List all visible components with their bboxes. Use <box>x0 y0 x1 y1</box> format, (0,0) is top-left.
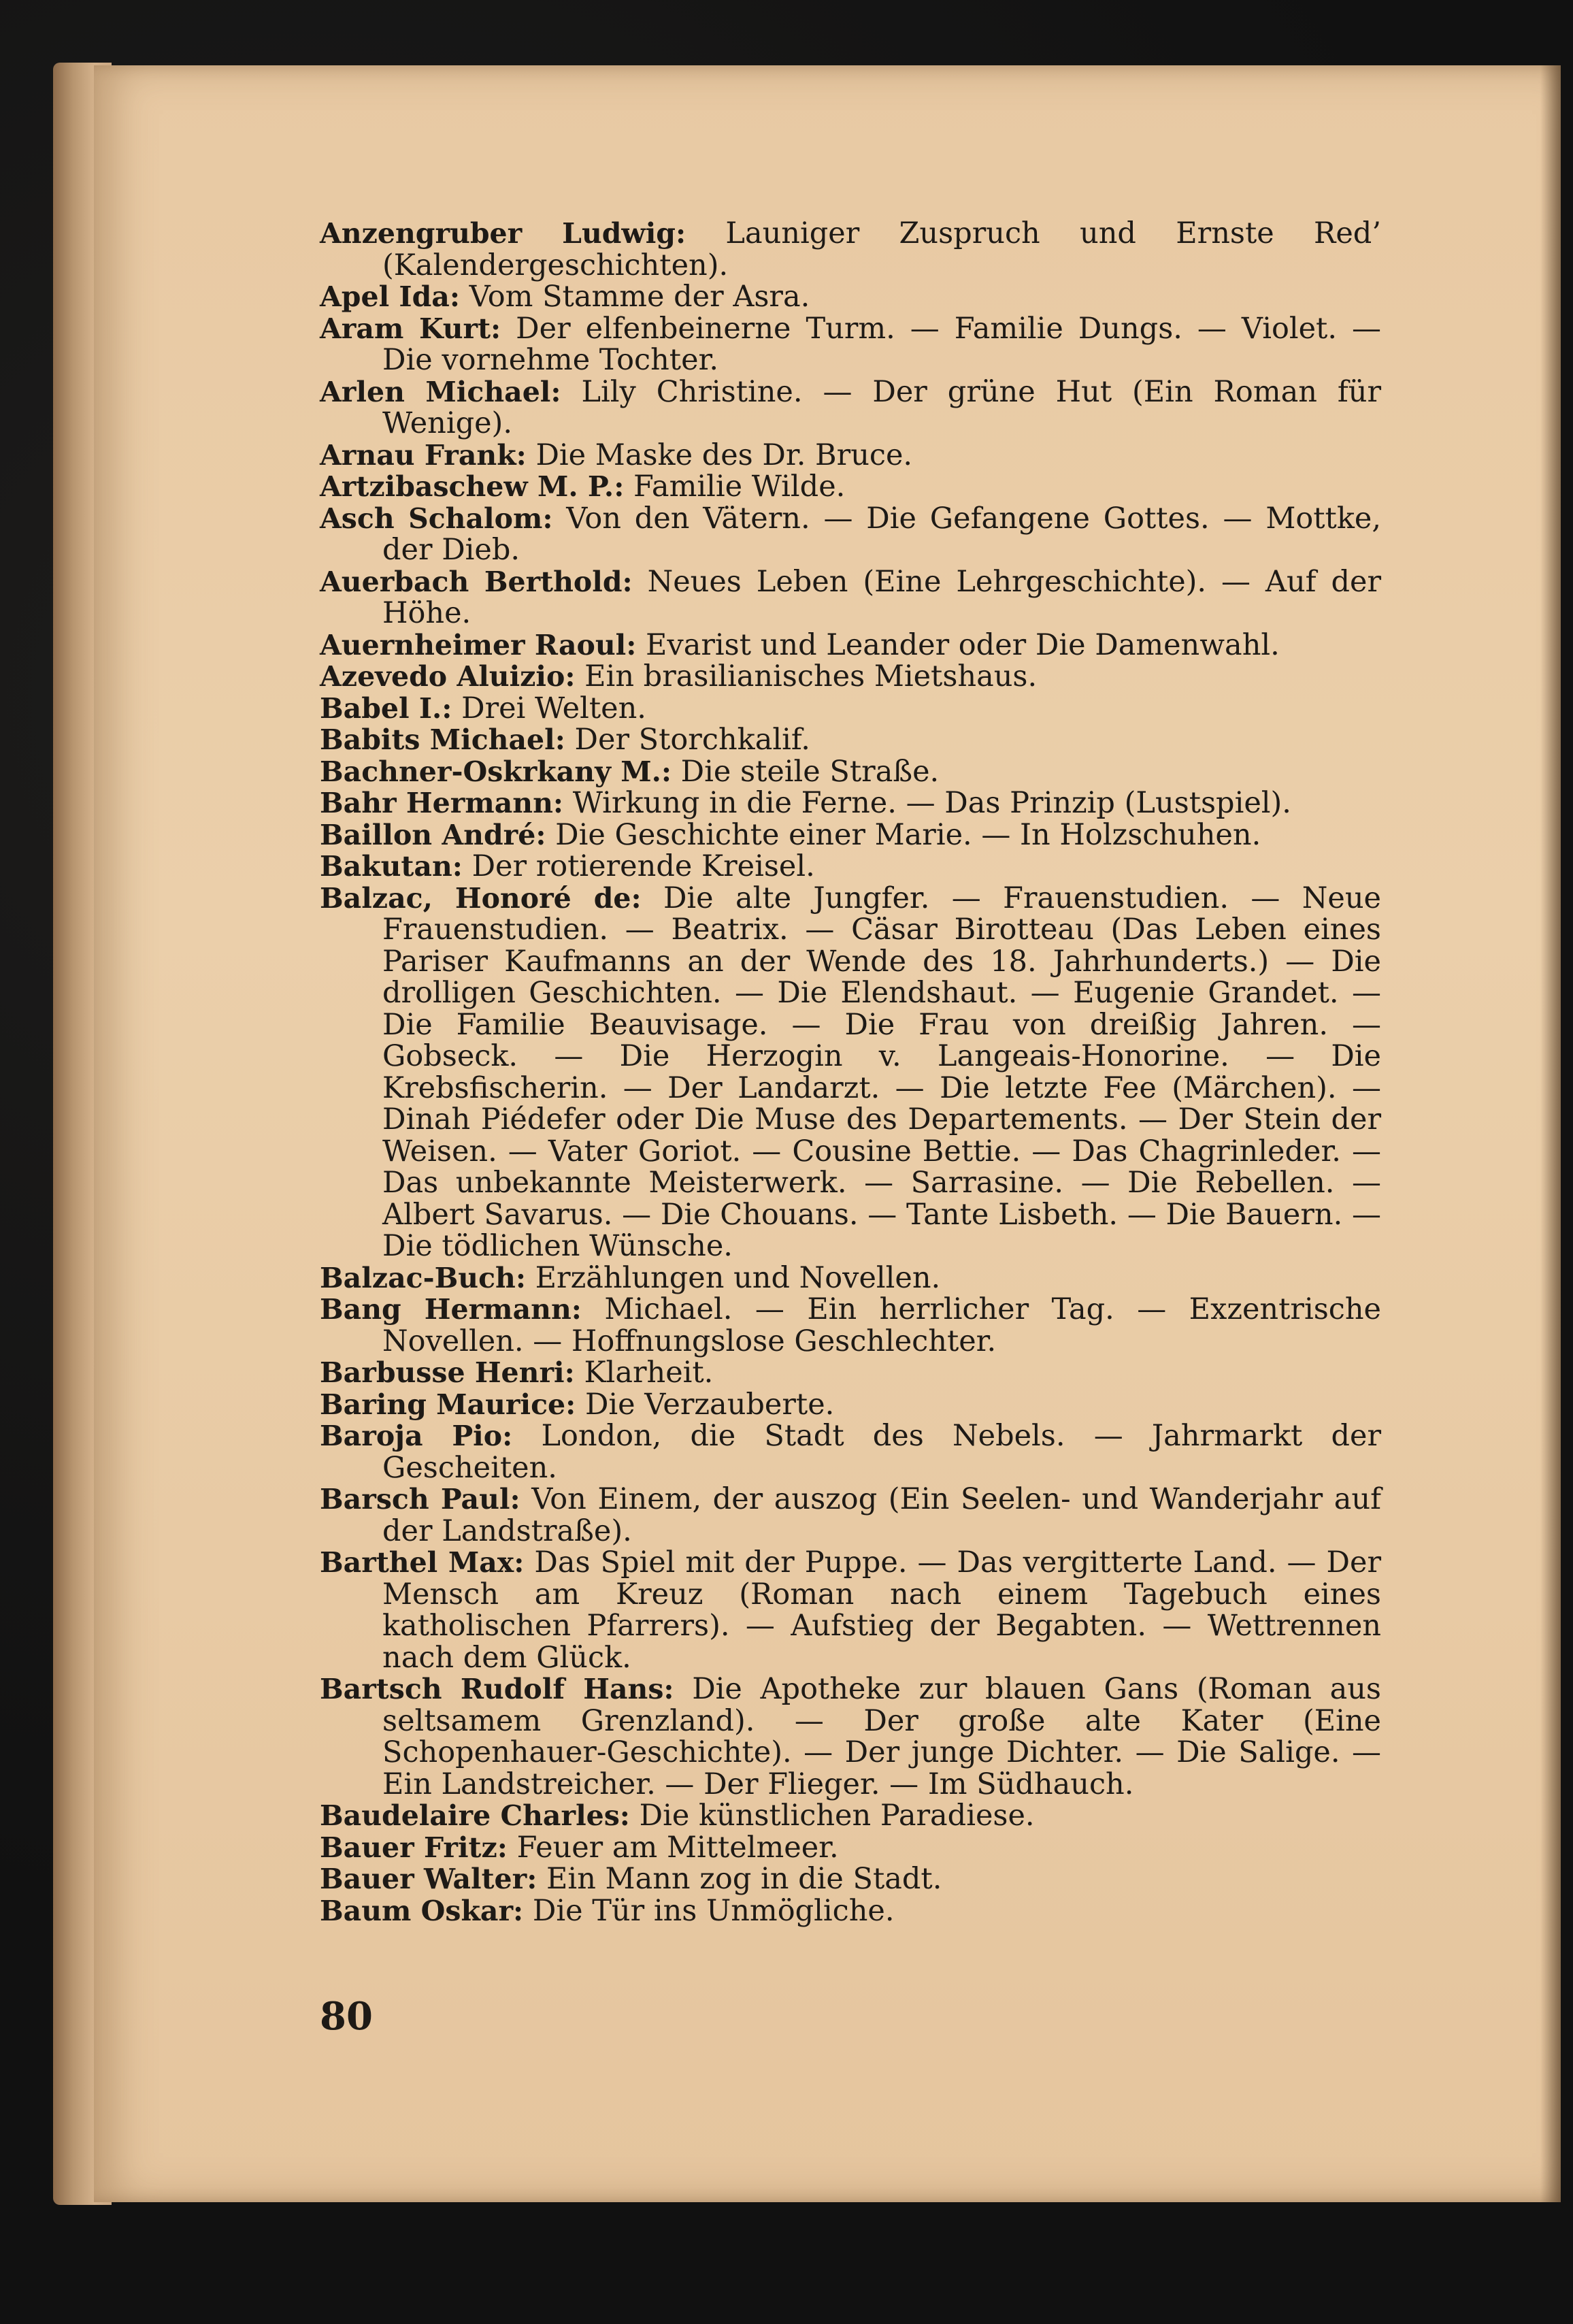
entry-author: Artzibaschew M. P.: <box>320 470 625 503</box>
entry-author: Baillon André: <box>320 818 546 851</box>
catalog-entry <box>320 629 1381 661</box>
catalog-entry <box>320 724 1381 756</box>
page-gutter-shadow <box>1540 65 1561 2202</box>
entry-author: Bachner-Oskrkany M.: <box>320 755 672 788</box>
entry-works: Launiger Zuspruch und Ernste Red’ (Kalendergeschichten). <box>382 216 1381 282</box>
entry-works: Der rotierende Kreisel. <box>471 849 815 883</box>
catalog-entry <box>320 566 1381 629</box>
entry-works: Vom Stamme der Asra. <box>469 280 810 314</box>
entry-works: London, die Stadt des Nebels. — Jahrmarkt der Gescheiten. <box>382 1419 1382 1485</box>
catalog-entry <box>320 1484 1381 1547</box>
entry-works: Die Maske des Dr. Bruce. <box>535 438 913 472</box>
catalog-entry <box>320 471 1381 503</box>
entry-author: Bauer Fritz: <box>320 1831 508 1864</box>
catalog-entry <box>320 851 1381 883</box>
entry-author: Babel I.: <box>320 691 452 725</box>
entry-works: Der elfenbeinerne Turm. — Familie Dungs. — Violet. — Die vornehme Tochter. <box>382 311 1381 377</box>
catalog-entry <box>320 1895 1381 1927</box>
entry-works: Familie Wilde. <box>633 470 846 504</box>
catalog-entry <box>320 1294 1381 1357</box>
catalog-entry <box>320 218 1381 281</box>
entry-works: Von Einem, der auszog (Ein Seelen- und Wanderjahr auf der Landstraße). <box>382 1482 1381 1548</box>
entry-author: Bang Hermann: <box>320 1293 582 1326</box>
entry-works: Von den Vätern. — Die Gefangene Gottes. — Mottke, der Dieb. <box>382 501 1381 567</box>
entry-works: Die Tür ins Unmögliche. <box>532 1893 895 1928</box>
catalog-entry <box>320 1547 1381 1673</box>
page-number: 80 <box>320 1994 373 2039</box>
entry-author: Babits Michael: <box>320 723 565 756</box>
catalog-entry <box>320 1389 1381 1421</box>
entry-author: Azevedo Aluizio: <box>320 660 576 693</box>
entry-author: Barthel Max: <box>320 1546 525 1579</box>
catalog-entry <box>320 1357 1381 1389</box>
entry-works: Ein brasilianisches Mietshaus. <box>584 659 1038 693</box>
catalog-entry <box>320 787 1381 819</box>
entry-author: Balzac, Honoré de: <box>320 881 642 915</box>
entry-works: Klarheit. <box>584 1356 714 1390</box>
entry-works: Evarist und Leander oder Die Damenwahl. <box>646 627 1280 662</box>
catalog-entry <box>320 1262 1381 1294</box>
entry-works: Der Storchkalif. <box>574 723 810 757</box>
entry-author: Aram Kurt: <box>320 312 501 345</box>
entry-works: Die Geschichte einer Marie. — In Holzschuhen. <box>555 817 1261 852</box>
entry-author: Anzengruber Ludwig: <box>320 217 686 250</box>
entry-works: Die steile Straße. <box>680 754 940 789</box>
entry-author: Bauer Walter: <box>320 1863 537 1895</box>
entry-author: Arnau Frank: <box>320 438 527 472</box>
entry-works: Die Verzauberte. <box>584 1387 835 1422</box>
catalog-entry <box>320 819 1381 851</box>
entry-author: Balzac-Buch: <box>320 1261 526 1294</box>
entry-works: Die Apotheke zur blauen Gans (Roman aus seltsamem Grenzland). — Der große alte Kater (Eine Schopenhauer-Geschichte). — Der junge Dichter. — Die Salige. — Ein Landstreicher. — Der Flieger. — Im Südhauch. <box>382 1672 1381 1801</box>
entry-works: Ein Mann zog in die Stadt. <box>546 1862 942 1896</box>
entry-author: Bahr Hermann: <box>320 787 564 819</box>
catalog-entry <box>320 281 1381 313</box>
entry-author: Baroja Pio: <box>320 1420 513 1452</box>
entry-author: Bartsch Rudolf Hans: <box>320 1673 674 1705</box>
catalog-entry <box>320 1863 1381 1895</box>
entry-author: Barbusse Henri: <box>320 1356 575 1389</box>
entry-works: Drei Welten. <box>461 691 646 725</box>
entry-author: Arlen Michael: <box>320 375 561 408</box>
catalog-entry-list <box>320 218 1381 1927</box>
entry-author: Baudelaire Charles: <box>320 1799 630 1832</box>
entry-author: Baring Maurice: <box>320 1388 576 1421</box>
catalog-entry <box>320 376 1381 440</box>
entry-works: Neues Leben (Eine Lehrgeschichte). — Auf der Höhe. <box>382 564 1382 630</box>
entry-author: Asch Schalom: <box>320 502 553 535</box>
catalog-entry <box>320 1673 1381 1800</box>
entry-works: Michael. — Ein herrlicher Tag. — Exzentrische Novellen. — Hoffnungslose Geschlechter. <box>382 1292 1381 1358</box>
catalog-entry <box>320 1832 1381 1864</box>
catalog-entry <box>320 756 1381 788</box>
entry-works: Lily Christine. — Der grüne Hut (Ein Roman für Wenige). <box>382 374 1382 440</box>
entry-works: Die künstlichen Paradiese. <box>639 1799 1035 1833</box>
entry-works: Wirkung in die Ferne. — Das Prinzip (Lustspiel). <box>572 786 1291 820</box>
entry-author: Bakutan: <box>320 850 463 883</box>
catalog-entry <box>320 1800 1381 1832</box>
catalog-entry <box>320 661 1381 693</box>
entry-author: Apel Ida: <box>320 280 460 313</box>
entry-works: Feuer am Mittelmeer. <box>516 1830 839 1865</box>
entry-author: Barsch Paul: <box>320 1483 520 1516</box>
catalog-entry <box>320 313 1381 376</box>
entry-works: Die alte Jungfer. — Frauenstudien. — Neue Frauenstudien. — Beatrix. — Cäsar Birotteau (Das Leben eines Pariser Kaufmanns an der Wende des 18. Jahrhunderts.) — Die drolligen Geschichten. — Die Elendshaut. — Eugenie Grandet. — Die Familie Beauvisage. — Die Frau von dreißig Jahren. — Gobseck. — Die Herzogin v. Langeais-Honorine. — Die Krebsfischerin. — Der Landarzt. — Die letzte Fee (Märchen). — Dinah Piédefer oder Die Muse des Departements. — Der Stein der Weisen. — Vater Goriot. — Cousine Bettie. — Das Chagrinleder. — Das unbekannte Meisterwerk. — Sarrasine. — Die Rebellen. — Albert Savarus. — Die Chouans. — Tante Lisbeth. — Die Bauern. — Die tödlichen Wünsche. <box>382 881 1381 1263</box>
catalog-entry <box>320 503 1381 566</box>
entry-author: Auernheimer Raoul: <box>320 628 637 661</box>
catalog-entry <box>320 693 1381 725</box>
entry-works: Das Spiel mit der Puppe. — Das vergitterte Land. — Der Mensch am Kreuz (Roman nach einem Tagebuch eines katholischen Pfarrers). — Aufstieg der Begabten. — Wettrennen nach dem Glück. <box>382 1545 1381 1675</box>
entry-works: Erzählungen und Novellen. <box>535 1260 941 1295</box>
entry-author: Baum Oskar: <box>320 1894 524 1927</box>
entry-author: Auerbach Berthold: <box>320 565 633 598</box>
catalog-entry <box>320 1420 1381 1484</box>
catalog-entry <box>320 440 1381 472</box>
catalog-entry <box>320 883 1381 1262</box>
